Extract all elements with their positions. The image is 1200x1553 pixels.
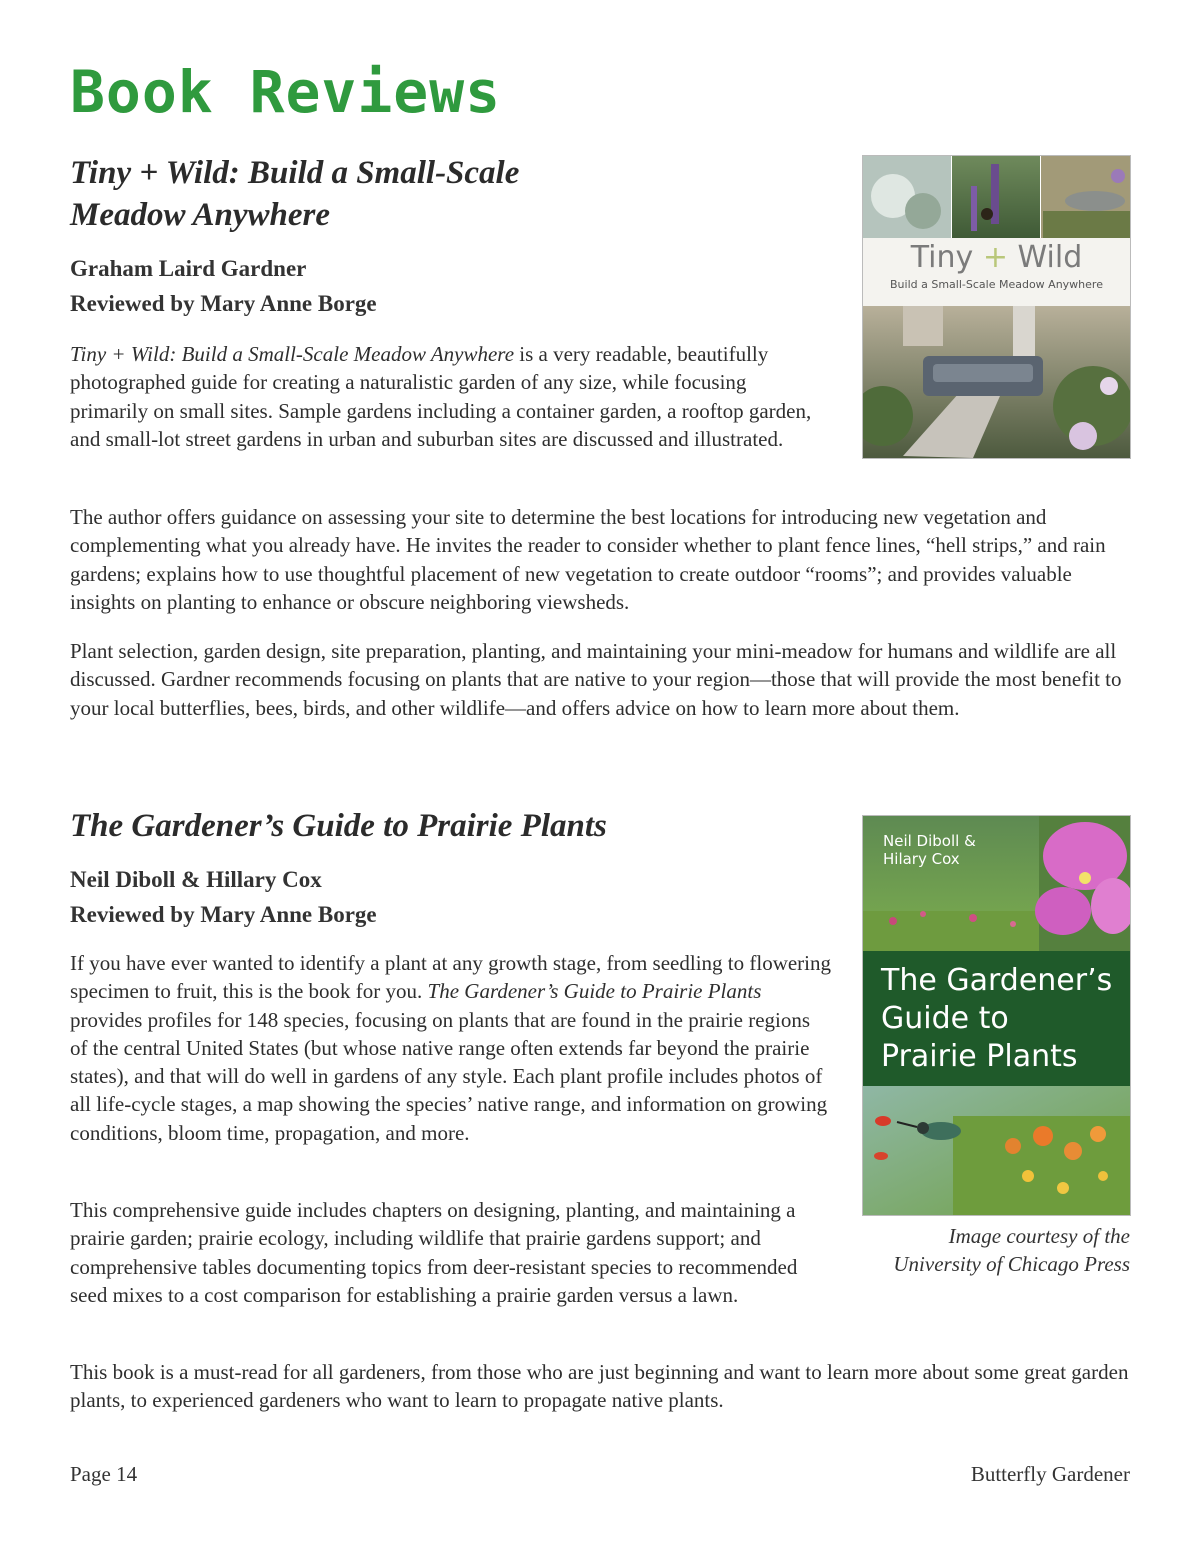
cover2-title-line3: Prairie Plants [881,1039,1078,1074]
review2-paragraph-1-start: If you have ever wanted to identify a plant at any growth stage, from seedling to flowering specimen to fruit, this is the book for you. [70,951,832,1004]
cover2-title-line2: Guide to [881,1001,1009,1036]
review1-title [70,152,770,236]
cover2-authors-line1: Neil Diboll & [883,832,976,850]
review2-book-title-italic: The Gardener’s Guide to Prairie Plants [427,979,762,1004]
cover1-title [863,238,1130,292]
caption-line2: University of Chicago Press [893,1252,1130,1276]
review1-paragraph-1-text: is a very readable, beautifully photographed guide for creating a naturalistic garden of any size, while focusing primarily on small sites. Sample gardens including a container garden, a rooftop garden, and small-lot street gardens in urban and suburban sites are discussed and illustrated. [70,342,812,451]
cover1-title-wild: Wild [1017,240,1083,275]
review1-title-line2: Meadow Anywhere [70,197,331,233]
book-cover-tiny-wild-photo [863,156,1130,458]
review1-author: Graham Laird Gardner [70,256,307,281]
book-cover-tiny-wild [862,155,1131,459]
review2-paragraph-3: This book is a must-read for all gardeners, from those who are just beginning and want to learn more about some great garden plants, to experienced gardeners who want to learn to propagate native plants. [70,1360,1129,1413]
cover2-title-line1: The Gardener’s [881,963,1113,998]
review1-title-line1: Tiny + Wild: Build a Small-Scale [70,155,520,191]
cover1-subtitle: Build a Small-Scale Meadow Anywhere [890,278,1103,291]
book-cover-prairie-plants [862,815,1131,1216]
review2-paragraph-2: This comprehensive guide includes chapters on designing, planting, and maintaining a prairie garden; prairie ecology, including wildlife that prairie gardens support; and comprehensive tables documenting topics from deer-resistant species to recommended seed mixes to a cost comparison for establishing a prairie garden versus a lawn. [70,1198,798,1307]
caption-line1: Image courtesy of the [948,1224,1130,1248]
review1-paragraph-1 [70,340,822,453]
cover2-title [881,962,1112,1076]
review2-paragraph-1 [70,949,832,1147]
cover2-authors-line2: Hilary Cox [883,850,960,868]
review1-reviewer: Reviewed by Mary Anne Borge [70,291,377,316]
review2-reviewer: Reviewed by Mary Anne Borge [70,902,377,927]
review1-paragraph-3: Plant selection, garden design, site preparation, planting, and maintaining your mini-meadow for humans and wildlife are all discussed. Gardner recommends focusing on plants that are native to your region—those that will provide the most benefit to your local butterflies, bees, birds, and other wildlife—and offers advice on how to learn more about them. [70,639,1122,720]
review2-paragraph-1-text: provides profiles for 148 species, focusing on plants that are found in the prairie regions of the central United States (but whose native range often extends far beyond the prairie states), and that will do well in gardens of any style. Each plant profile includes photos of all life-cycle stages, a map showing the species’ native range, and information on growing conditions, bloom time, propagation, and more. [70,1007,828,1145]
review1-book-title-italic: Tiny + Wild: Build a Small-Scale Meadow Anywhere [70,342,515,366]
review1-paragraph-2: The author offers guidance on assessing your site to determine the best locations for introducing new vegetation and complementing what you already have. He invites the reader to consider whether to plant fence lines, “hell strips,” and rain gardens; explains how to use thoughtful placement of new vegetation to create outdoor “rooms”; and provides valuable insights on planting to enhance or obscure neighboring viewsheds. [70,505,1106,614]
review2-author: Neil Diboll & Hillary Cox [70,867,322,892]
page-number: Page 14 [70,1462,138,1486]
publication-name: Butterfly Gardener [970,1462,1130,1486]
cover2-authors [883,832,976,868]
cover1-title-plus: + [982,240,1008,275]
image-credit-caption [830,1222,1130,1278]
cover1-title-tiny: Tiny [910,240,974,275]
section-heading: Book Reviews [70,58,502,126]
review1-byline [70,251,770,321]
review2-title: The Gardener’s Guide to Prairie Plants [70,808,607,844]
review2-byline [70,862,830,932]
